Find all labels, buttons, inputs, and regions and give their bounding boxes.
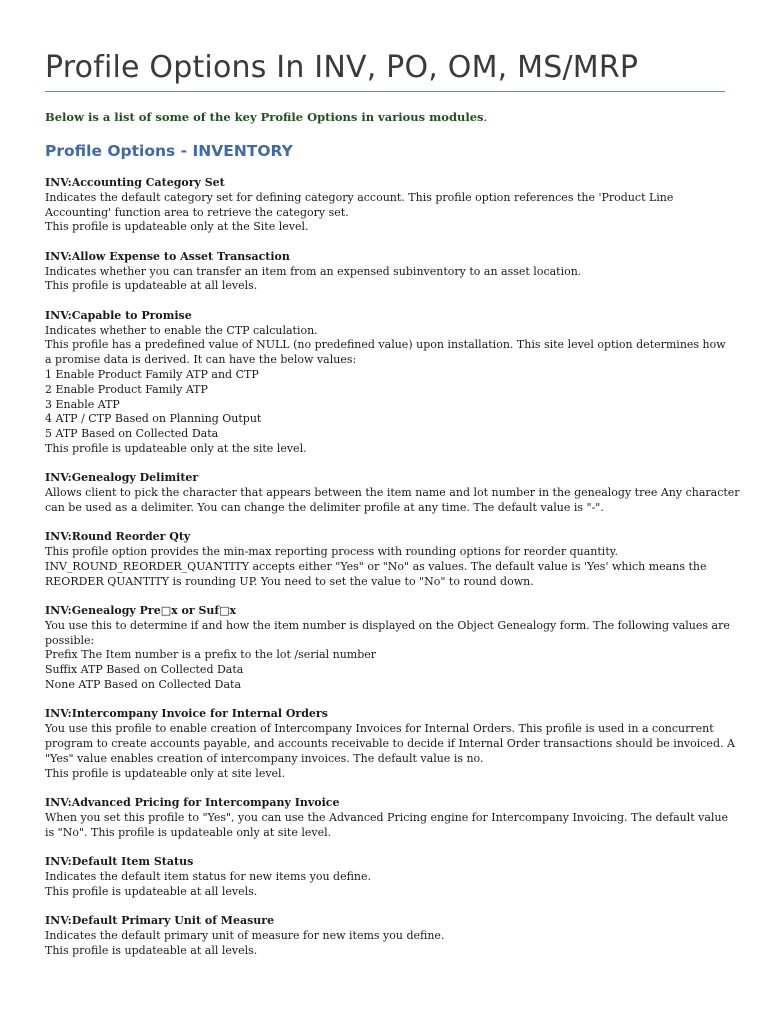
profile-option-description-line: "Yes" value enables creation of intercompany invoices. The default value is no. [45, 751, 484, 765]
profile-option-description-line: Indicates whether to enable the CTP calculation. [45, 323, 318, 337]
profile-option-entry [45, 855, 735, 899]
profile-option-description-line: This profile is updateable only at site level. [45, 766, 286, 780]
profile-option-description-line: When you set this profile to "Yes", you can use the Advanced Pricing engine for Intercompany Invoicing. The default value [45, 810, 729, 824]
profile-option-description-line: 4 ATP / CTP Based on Planning Output [45, 412, 262, 426]
profile-option-description-line: Indicates the default category set for defining category account. This profile option references the 'Product Line [45, 190, 674, 204]
intro-text [45, 110, 487, 124]
profile-option-description-line: This profile option provides the min-max reporting process with rounding options for reorder quantity. [45, 545, 618, 559]
title-divider [45, 91, 725, 92]
profile-option-title: INV:Default Primary Unit of Measure [45, 914, 275, 928]
profile-option-description-line: This profile is updateable at all levels. [45, 279, 258, 293]
profile-option-description-line: Suffix ATP Based on Collected Data [45, 663, 244, 677]
profile-option-description-line: REORDER QUANTITY is rounding UP. You need to set the value to "No" to round down. [45, 574, 534, 588]
profile-option-description-line: Indicates whether you can transfer an item from an expensed subinventory to an asset location. [45, 264, 582, 278]
profile-option-title: INV:Genealogy Delimiter [45, 471, 199, 485]
profile-option-entry [45, 530, 735, 589]
profile-option-title: INV:Genealogy Pre□x or Suf□x [45, 604, 237, 618]
profile-option-description-line: INV_ROUND_REORDER_QUANTITY accepts either "Yes" or "No" as values. The default value is 'Yes' which means the [45, 559, 707, 573]
section-heading-inventory: Profile Options - INVENTORY [45, 142, 293, 160]
profile-option-description-line: 2 Enable Product Family ATP [45, 382, 208, 396]
profile-option-description-line: This profile has a predefined value of NULL (no predefined value) upon installation. This site level option determines how [45, 338, 726, 352]
profile-option-description-line: You use this profile to enable creation of Intercompany Invoices for Internal Orders. This profile is used in a concurrent [45, 722, 714, 736]
profile-option-description-line: a promise data is derived. It can have the below values: [45, 353, 357, 367]
profile-option-title: INV:Accounting Category Set [45, 176, 225, 189]
intro-period: . [483, 110, 488, 124]
profile-option-title: INV:Advanced Pricing for Intercompany Invoice [45, 796, 340, 810]
page-title: Profile Options In INV, PO, OM, MS/MRP [45, 50, 639, 85]
profile-option-description-line: possible: [45, 633, 95, 647]
profile-option-description-line: Allows client to pick the character that appears between the item name and lot number in the genealogy tree Any character [45, 486, 740, 500]
profile-option-description-line: Prefix The Item number is a prefix to the lot /serial number [45, 648, 377, 662]
profile-option-description-line: Indicates the default item status for new items you define. [45, 869, 372, 883]
profile-option-title: INV:Round Reorder Qty [45, 530, 191, 544]
profile-option-entry [45, 471, 740, 515]
profile-option-entry [45, 309, 735, 457]
profile-option-description-line: 5 ATP Based on Collected Data [45, 427, 219, 441]
profile-option-entry [45, 707, 735, 781]
profile-option-entry [45, 250, 735, 294]
profile-option-entry [45, 604, 735, 693]
profile-option-description-line: can be used as a delimiter. You can change the delimiter profile at any time. The default value is "-". [45, 500, 604, 514]
profile-option-description-line: 1 Enable Product Family ATP and CTP [45, 367, 259, 381]
profile-option-description-line: This profile is updateable at all levels. [45, 884, 258, 898]
profile-option-description-line: Indicates the default primary unit of measure for new items you define. [45, 928, 445, 942]
profile-option-description-line: This profile is updateable only at the Site level. [45, 220, 309, 234]
profile-option-description-line: None ATP Based on Collected Data [45, 678, 242, 692]
profile-option-description-line: 3 Enable ATP [45, 397, 120, 411]
profile-option-description-line: program to create accounts payable, and accounts receivable to decide if Internal Order transactions should be invoiced. A [45, 737, 735, 751]
profile-option-description-line: You use this to determine if and how the item number is displayed on the Object Genealogy form. The following values are [45, 618, 730, 632]
profile-option-entry [45, 914, 735, 958]
profile-option-entry [45, 796, 735, 840]
profile-option-title: INV:Default Item Status [45, 855, 194, 869]
profile-option-description-line: is "No". This profile is updateable only at site level. [45, 825, 332, 839]
profile-option-title: INV:Capable to Promise [45, 308, 192, 322]
profile-option-title: INV:Allow Expense to Asset Transaction [45, 249, 290, 263]
profile-option-description-line: Accounting' function area to retrieve the category set. [45, 205, 349, 219]
profile-option-entry [45, 176, 735, 235]
profile-option-title: INV:Intercompany Invoice for Internal Orders [45, 707, 328, 721]
intro-sentence: Below is a list of some of the key Profile Options in various modules [45, 110, 484, 124]
profile-option-description-line: This profile is updateable at all levels. [45, 943, 258, 957]
profile-option-description-line: This profile is updateable only at the site level. [45, 441, 307, 455]
profile-option-list [45, 176, 740, 973]
